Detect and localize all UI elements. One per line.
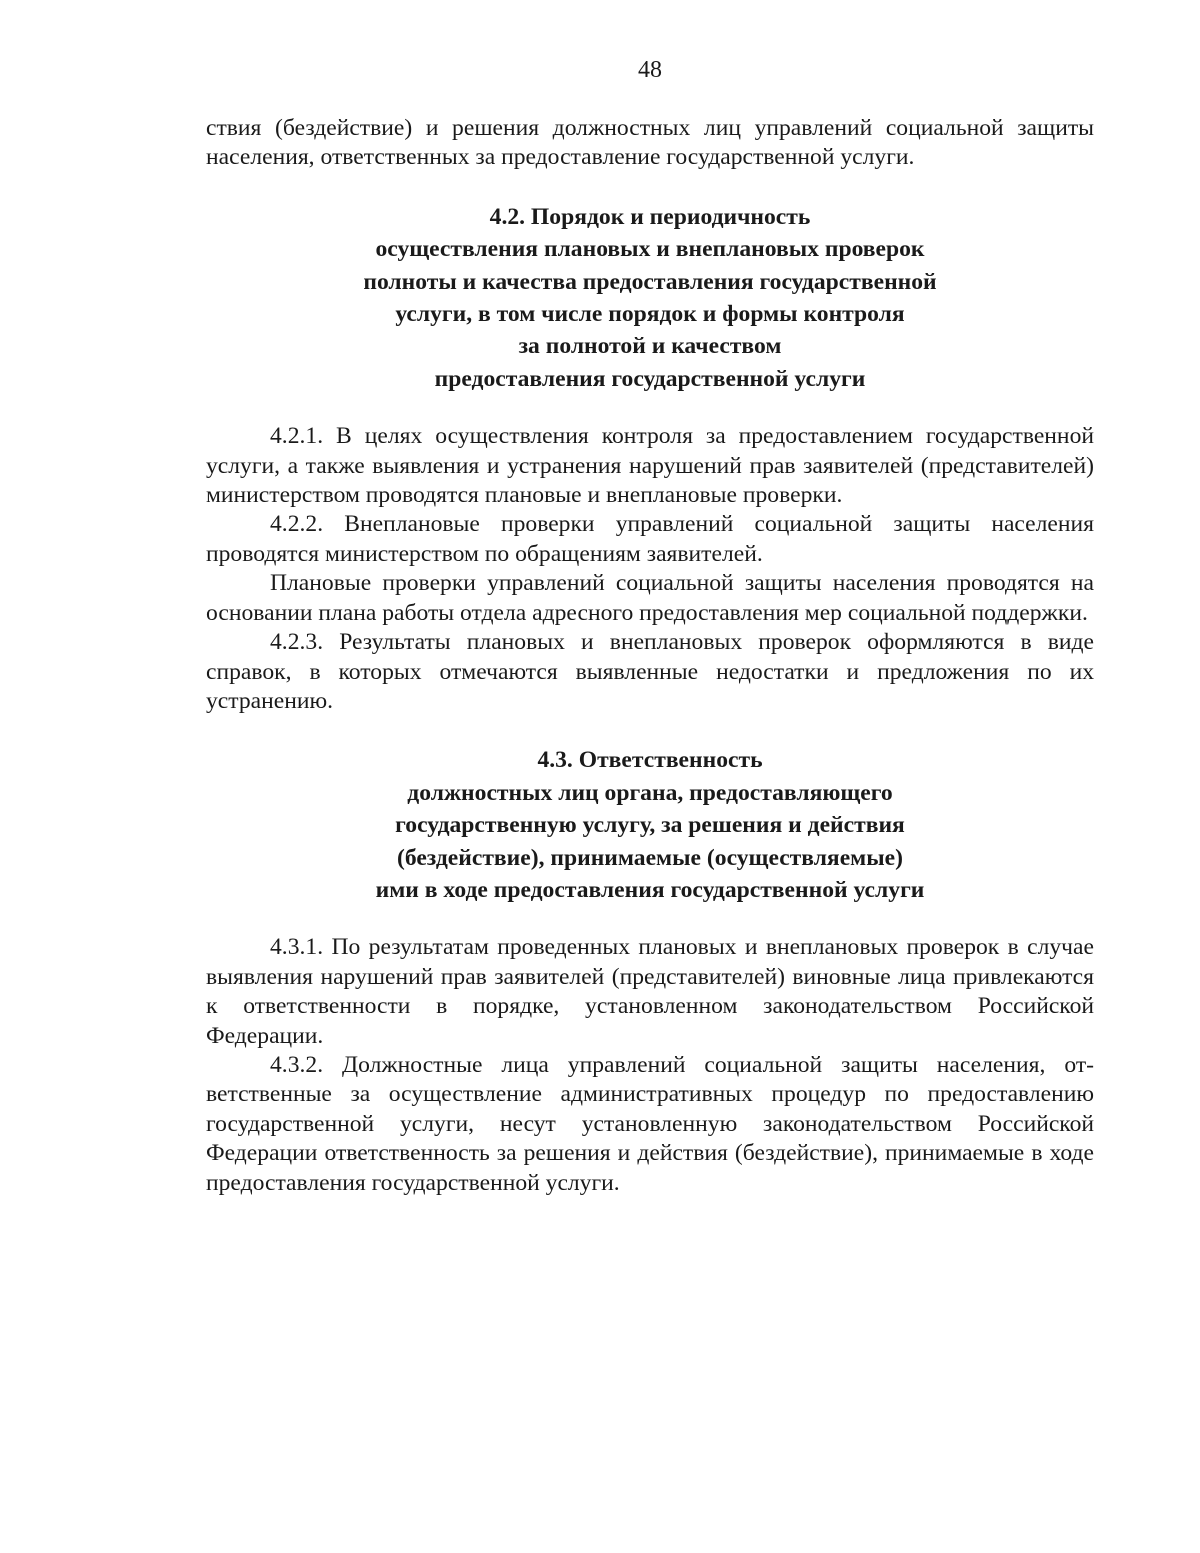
heading-line: государственную услугу, за решения и действия (395, 812, 905, 839)
document-body (206, 114, 1094, 1198)
paragraph-4-3-1: 4.3.1. По результатам проведенных плановых и внеплановых проверок в случае выявления нарушений прав заявителей (представителей) виновные лица привлекаются к ответственности в порядке, установленном законодательством Российской Федерации. (206, 934, 1094, 1049)
heading-line: осуществления плановых и внеплановых проверок (375, 236, 925, 263)
spacer (206, 906, 1094, 933)
paragraph-4-3-2: 4.3.2. Должностные лица управлений социальной защиты населения, ответственные за осуществление административных процедур по предоставлению государственной услуги, несут установленную законодательством Российской Федерации ответственность за решения и действия (бездействие), принимаемые в ходе предоставления государственной услуги. (206, 1051, 1094, 1196)
section-4-2-heading (206, 201, 1094, 395)
intro-paragraph: ствия (бездействие) и решения должностных лиц управлений социальной защиты населения, ответственных за предоставление государственной услуги. (206, 115, 1094, 171)
heading-line: услуги, в том числе порядок и формы контроля (395, 301, 905, 328)
spacer (206, 173, 1094, 201)
heading-line: предоставления государственной услуги (434, 365, 866, 392)
paragraph-planned-checks: Плановые проверки управлений социальной защиты населения проводятся на основании плана работы отдела адресного предоставления мер социальной поддержки. (206, 570, 1094, 626)
heading-line: за полнотой и качеством (518, 333, 782, 360)
paragraph-4-2-1: 4.2.1. В целях осуществления контроля за предоставлением государственной услуги, а также выявления и устранения нарушений прав заявителей (представителей) министерством проводятся плановые и внеплановые проверки. (206, 423, 1094, 509)
heading-line: 4.2. Порядок и периодичность (489, 203, 811, 230)
paragraph-4-2-2: 4.2.2. Внеплановые проверки управлений социальной защиты населения проводятся министерством по обращениям заявителей. (206, 511, 1094, 567)
heading-line: (бездействие), принимаемые (осуществляемые) (396, 844, 903, 871)
spacer (206, 716, 1094, 744)
paragraph-4-2-3: 4.2.3. Результаты плановых и внеплановых проверок оформляются в виде справок, в которых отмечаются выявленные недостатки и предложения по их устранению. (206, 629, 1094, 714)
spacer (206, 395, 1094, 422)
page-number: 48 (638, 57, 662, 83)
heading-line: ими в ходе предоставления государственной услуги (375, 876, 925, 903)
heading-line: должностных лиц органа, предоставляющего (407, 779, 893, 806)
heading-line: 4.3. Ответственность (537, 747, 763, 774)
section-4-3-heading (206, 744, 1094, 906)
heading-line: полноты и качества предоставления государственной (363, 268, 937, 295)
